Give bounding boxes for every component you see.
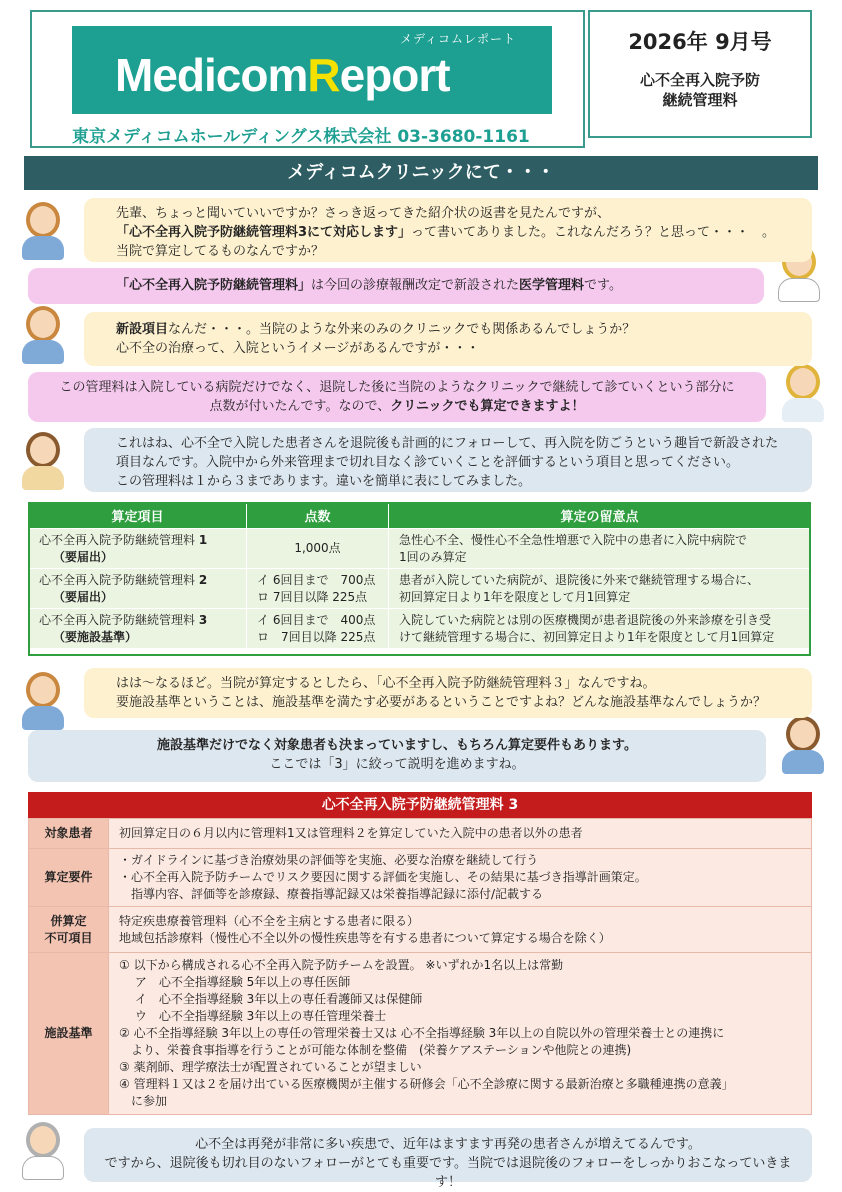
- row-label: 算定要件: [29, 849, 109, 907]
- nurse-avatar-icon: [14, 668, 70, 730]
- points-cell: イ 6回目まで 700点 ロ 7回目以降 225点: [247, 569, 389, 609]
- requirements-table: [28, 818, 812, 1115]
- requirements-table-title: 心不全再入院予防継続管理料 3: [28, 792, 812, 818]
- staff-woman-avatar-icon: [774, 360, 830, 422]
- nurse-avatar-icon: [14, 302, 70, 364]
- teacher-avatar-icon: [774, 712, 830, 774]
- row-value: ① 以下から構成される心不全再入院予防チームを設置。 ※いずれか1名以上は常勤 ア 心不全指導経験 5年以上の専任医師 イ 心不全指導経験 3年以上の専任看護師又は保健師 ウ 心不全指導経験 3年以上の専任管理栄養士 ② 心不全指導経験 3年以上の専任の管理栄養士又は 心不全指導経験 3年以上の自院以外の管理栄養士との連携に より、栄養食事指導を行うことが可能な体制を整備 (栄養ケアステーションや他院との連携) ③ 薬剤師、理学療法士が配置されていることが望ましい ④ 管理料１又は２を届け出ている医療機関が主催する研修会「心不全診療に関する最新治療と多職種連携の意義」 に参加: [109, 953, 812, 1115]
- speech-bubble-3: 新設項目なんだ・・・。当院のような外来のみのクリニックでも関係あるんでしょうか？ 心不全の治療って、入院というイメージがあるんですが・・・: [84, 312, 812, 366]
- issue-date: 2026年 9月号: [628, 30, 772, 54]
- speech-bubble-7: 施設基準だけでなく対象患者も決まっていますし、もちろん算定要件もあります。 ここでは「3」に絞って説明を進めますね。: [28, 730, 766, 782]
- issue-box: [588, 10, 812, 138]
- note-cell: 患者が入院していた病院が、退院後に外来で継続管理する場合に、 初回算定日より1年を限度として月1回算定: [389, 569, 811, 609]
- row-label: 施設基準: [29, 953, 109, 1115]
- points-cell: イ 6回目まで 400点 ロ 7回目以降 225点: [247, 609, 389, 649]
- section-banner: メディコムクリニックにて・・・: [24, 156, 818, 190]
- table-row: [29, 569, 811, 609]
- comparison-table: [28, 502, 811, 649]
- row-value: 特定疾患療養管理料（心不全を主病とする患者に限る） 地域包括診療料（慢性心不全以外の慢性疾患等を有する患者について算定する場合を除く）: [109, 907, 812, 953]
- speech-bubble-6: はは～なるほど。当院が算定するとしたら、「心不全再入院予防継続管理料３」なんですね。 要施設基準ということは、施設基準を満たす必要があるということですよね？どんな施設基準なんでしょうか？: [84, 668, 812, 718]
- table-header: 算定項目: [29, 503, 247, 529]
- table-row: [29, 819, 812, 849]
- note-cell: 入院していた病院とは別の医療機関が患者退院後の外来診療を引き受 けて継続管理する場合に、初回算定日より1年を限度として月1回算定: [389, 609, 811, 649]
- table-row: [29, 529, 811, 569]
- nurse-avatar-icon: [14, 198, 70, 260]
- speech-bubble-5: これはね、心不全で入院した患者さんを退院後も計画的にフォローして、再入院を防ごうという趣旨で新設された 項目なんです。入院中から外来管理まで切れ目なく診ていくことを評価するという項目と思ってください。 この管理料は１から３まであります。違いを簡単に表にしてみました。: [84, 428, 812, 492]
- table-header: 算定の留意点: [389, 503, 811, 529]
- issue-title: 心不全再入院予防 継続管理料: [639, 71, 760, 109]
- speech-bubble-4: この管理料は入院している病院だけでなく、退院した後に当院のようなクリニックで継続して診ていくという部分に 点数が付いたんです。なので、クリニックでも算定できますよ！: [28, 372, 766, 422]
- logo-title: MedicomReport: [115, 49, 450, 101]
- table-row: [29, 953, 812, 1115]
- points-cell: 1,000点: [247, 529, 389, 569]
- speech-bubble-1: 先輩、ちょっと聞いていいですか？さっき返ってきた紹介状の返書を見たんですが、 「心不全再入院予防継続管理料3にて対応します」って書いてありました。これなんだろう？と思って・・・ 。 当院で算定してるものなんですか？: [84, 198, 812, 262]
- item-cell: 心不全再入院予防継続管理料 2 （要届出）: [29, 569, 247, 609]
- row-value: ・ガイドラインに基づき治療効果の評価等を実施、必要な治療を継続して行う ・心不全再入院予防チームでリスク要因に関する評価を実施し、その結果に基づき指導計画策定。 指導内容、評価等を診療録、療養指導記録又は栄養指導記録に添付/記載する: [109, 849, 812, 907]
- logo-subtitle: メディコムレポート: [400, 32, 517, 46]
- table-header: 点数: [247, 503, 389, 529]
- row-value: 初回算定日の６月以内に管理料1又は管理料２を算定していた入院中の患者以外の患者: [109, 819, 812, 849]
- table-row: [29, 907, 812, 953]
- table-row: [29, 609, 811, 649]
- item-cell: 心不全再入院予防継続管理料 3 （要施設基準）: [29, 609, 247, 649]
- row-label: 対象患者: [29, 819, 109, 849]
- speech-bubble-8: 心不全は再発が非常に多い疾患で、近年はますます再発の患者さんが増えてるんです。 ですから、退院後も切れ目のないフォローがとても重要です。当院では退院後のフォローをしっかりおこなっていきます！: [84, 1128, 812, 1182]
- row-label: 併算定 不可項目: [29, 907, 109, 953]
- speech-bubble-2: 「心不全再入院予防継続管理料」は今回の診療報酬改定で新設された医学管理料です。: [28, 268, 764, 304]
- note-cell: 急性心不全、慢性心不全急性増悪で入院中の患者に入院中病院で 1回のみ算定: [389, 529, 811, 569]
- doctor-avatar-icon: [14, 1118, 70, 1180]
- teacher-avatar-icon: [14, 428, 70, 490]
- item-cell: 心不全再入院予防継続管理料 1 （要届出）: [29, 529, 247, 569]
- company-name: 東京メディコムホールディングス株式会社 03-3680-1161: [72, 127, 530, 147]
- table-row: [29, 849, 812, 907]
